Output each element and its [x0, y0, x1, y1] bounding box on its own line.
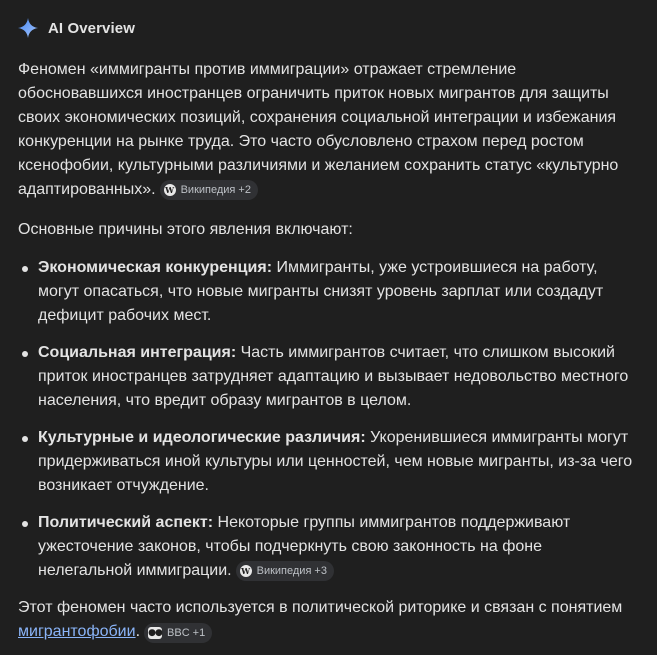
citation-chip-wikipedia[interactable] [160, 180, 258, 200]
citation-count: +3 [314, 565, 327, 577]
citation-source: Википедия [180, 184, 236, 196]
conclusion-end: . [135, 623, 141, 640]
ai-overview-header [18, 14, 639, 42]
reason-title: Экономическая конкуренция: [38, 259, 273, 276]
reason-title: Политический аспект: [38, 514, 214, 531]
reasons-heading: Основные причины этого явления включают: [18, 221, 353, 238]
citation-chip-bbc[interactable] [144, 623, 212, 643]
list-item [18, 341, 639, 413]
bbc-icon: ●● [148, 628, 162, 638]
conclusion-text: Этот феномен часто используется в политической риторике и связан с понятием [18, 599, 623, 616]
sparkle-icon [18, 18, 38, 38]
reason-text: Укоренившиеся иммигранты могут придерживаться иной культуры или ценностей, чем новые мигранты, из-за чего возникает отчуждение. [38, 429, 633, 494]
citation-source: BBC [167, 627, 190, 639]
wikipedia-icon: W [165, 185, 175, 195]
intro-paragraph [18, 58, 639, 202]
wikipedia-icon: W [241, 566, 251, 576]
reasons-list [18, 256, 639, 583]
reason-text: Иммигранты, уже устроившиеся на работу, могут опасаться, что новые мигранты снизят уровень зарплат или создадут дефицит рабочих мест. [38, 259, 604, 324]
ai-overview-title: AI Overview [48, 19, 135, 37]
citation-count: +1 [192, 627, 206, 639]
citation-chip-wikipedia[interactable] [236, 561, 334, 581]
migrantophobia-link[interactable]: мигрантофобии [18, 623, 136, 640]
citation-source: Википедия [256, 565, 312, 577]
citation-count: +2 [238, 184, 251, 196]
reason-title: Культурные и идеологические различия: [38, 429, 366, 446]
list-item [18, 256, 639, 328]
reason-text: Часть иммигрантов считает, что слишком высокий приток иностранцев затрудняет адаптацию и вызывает недовольство местного населения, что вредит образу мигрантов в целом. [38, 344, 629, 409]
list-item [18, 511, 639, 583]
intro-text: Феномен «иммигранты против иммиграции» отражает стремление обосновавшихся иностранцев ограничить приток новых мигрантов для защиты своих экономических позиций, сохранения социальной интеграции и избежания конкуренции на рынке труда. Это часто обусловлено страхом перед ростом ксенофобии, культурными различиями и желанием сохранить статус «культурно адаптированных». [18, 61, 619, 198]
reason-text: Некоторые группы иммигрантов поддерживают ужесточение законов, чтобы подчеркнуть свою законность на фоне нелегальной иммиграции. [38, 514, 571, 579]
list-item [18, 426, 639, 498]
conclusion-paragraph [18, 596, 639, 644]
reason-title: Социальная интеграция: [38, 344, 237, 361]
